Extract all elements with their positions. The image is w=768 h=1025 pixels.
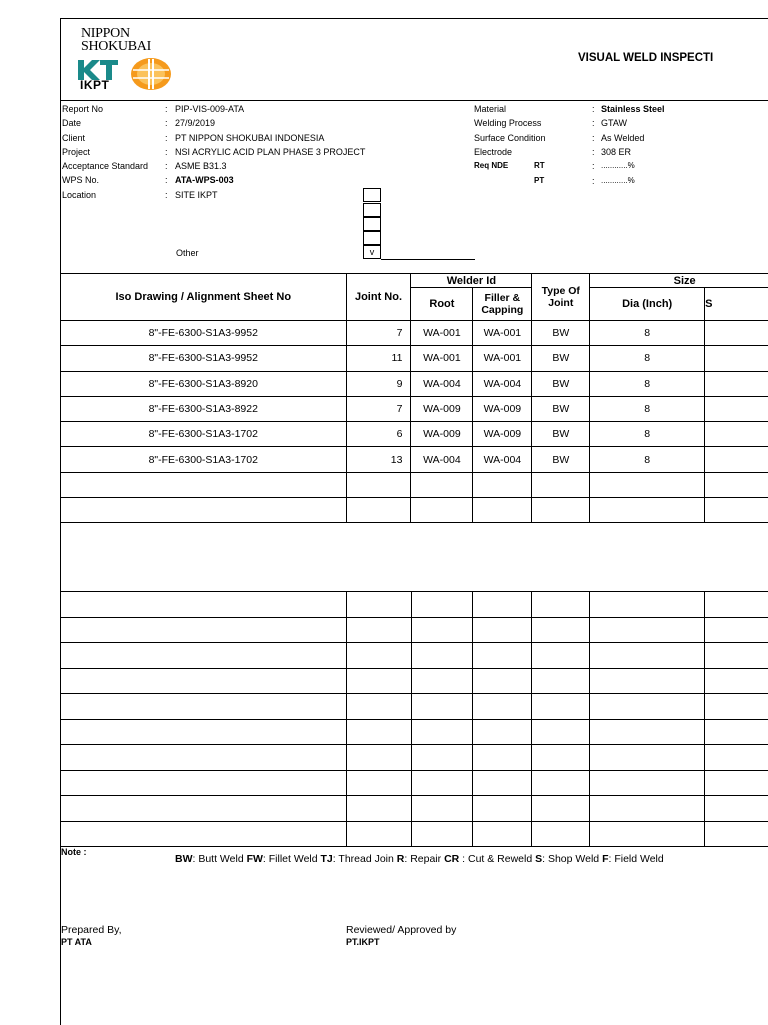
cell-joint: 11: [346, 346, 411, 371]
table-row: [61, 371, 768, 396]
cell-type: BW: [532, 422, 590, 447]
info-value: 308 ER: [601, 145, 631, 159]
empty-cell: [346, 694, 411, 720]
table-row: [61, 447, 768, 472]
table-row-empty: [61, 694, 768, 720]
empty-cell: [590, 617, 705, 643]
info-colon: :: [165, 102, 168, 116]
cell-filler: WA-009: [473, 422, 532, 447]
empty-cell: [473, 694, 532, 720]
empty-cell: [590, 719, 705, 745]
empty-cell: [346, 643, 411, 669]
empty-cell: [532, 796, 590, 822]
empty-cell: [411, 617, 473, 643]
info-colon: :: [592, 131, 595, 145]
empty-cell: [61, 745, 347, 771]
table-row-empty: [61, 472, 768, 497]
header-root: Root: [411, 288, 473, 321]
pt-label: PT: [534, 174, 544, 188]
info-colon: :: [165, 145, 168, 159]
kt-ikpt-logo: [74, 58, 120, 97]
cell-sch: [705, 447, 768, 472]
info-label: Welding Process: [474, 118, 541, 128]
header-iso: Iso Drawing / Alignment Sheet No: [61, 274, 347, 321]
info-row: [474, 145, 546, 159]
cell-dia: 8: [590, 321, 705, 346]
header-joint: Joint No.: [346, 274, 411, 321]
req-nde-label: Req NDE: [474, 159, 508, 173]
cell-iso: 8"-FE-6300-S1A3-1702: [61, 422, 347, 447]
empty-cell: [532, 821, 590, 847]
logo-line-2: SHOKUBAI: [81, 40, 151, 53]
info-colon: :: [592, 145, 595, 159]
empty-cell: [590, 472, 705, 497]
header-dia: Dia (Inch): [590, 288, 705, 321]
empty-cell: [346, 821, 411, 847]
cell-sch: [705, 321, 768, 346]
info-label: Project: [62, 147, 90, 157]
cell-type: BW: [532, 447, 590, 472]
cell-joint: 7: [346, 396, 411, 421]
info-value: PT NIPPON SHOKUBAI INDONESIA: [175, 131, 324, 145]
empty-cell: [705, 668, 768, 694]
empty-cell: [61, 668, 347, 694]
cell-type: BW: [532, 321, 590, 346]
cell-sch: [705, 346, 768, 371]
table-row-empty: [61, 821, 768, 847]
reviewed-label: Reviewed/ Approved by: [346, 924, 456, 936]
cell-root: WA-004: [411, 371, 473, 396]
info-row: [474, 131, 546, 145]
empty-cell: [346, 472, 411, 497]
prepared-label: Prepared By,: [61, 924, 122, 936]
empty-cell: [346, 498, 411, 523]
empty-cell: [346, 796, 411, 822]
empty-cell: [61, 643, 347, 669]
empty-cell: [705, 719, 768, 745]
header-welder-id: Welder Id: [411, 274, 532, 288]
info-row: [62, 188, 148, 202]
empty-cell: [346, 770, 411, 796]
checkbox-1[interactable]: [363, 188, 381, 202]
empty-cell: [61, 821, 347, 847]
prepared-company: PT ATA: [61, 937, 92, 947]
legend-text: : Thread Join: [333, 853, 394, 865]
reviewed-company: PT.IKPT: [346, 937, 380, 947]
info-row: [62, 159, 148, 173]
info-row: [62, 116, 148, 130]
cell-iso: 8"-FE-6300-S1A3-9952: [61, 346, 347, 371]
reviewed-section: [346, 924, 456, 948]
cell-dia: 8: [590, 396, 705, 421]
empty-cell: [532, 617, 590, 643]
rt-label: RT: [534, 159, 545, 173]
info-colon: :: [165, 173, 168, 187]
empty-cell: [473, 498, 532, 523]
cell-filler: WA-001: [473, 346, 532, 371]
checkbox-2[interactable]: [363, 203, 381, 217]
info-label: Client: [62, 133, 85, 143]
empty-cell: [590, 498, 705, 523]
info-colon: :: [165, 188, 168, 202]
empty-cell: [61, 592, 347, 618]
rt-colon: :: [592, 159, 595, 173]
info-left: [62, 102, 148, 202]
table-row-empty: [61, 745, 768, 771]
cell-sch: [705, 396, 768, 421]
info-value: GTAW: [601, 116, 627, 130]
empty-cell: [705, 592, 768, 618]
page-title: VISUAL WELD INSPECTI: [578, 52, 713, 64]
empty-cell: [532, 643, 590, 669]
note-label: Note :: [61, 847, 87, 857]
empty-cell: [590, 770, 705, 796]
empty-cell: [590, 643, 705, 669]
empty-cell: [705, 694, 768, 720]
cell-joint: 7: [346, 321, 411, 346]
empty-cell: [61, 796, 347, 822]
info-label: Date: [62, 118, 81, 128]
empty-cell: [411, 770, 473, 796]
legend-text: : Repair: [404, 853, 441, 865]
empty-cell: [473, 668, 532, 694]
empty-cell: [705, 821, 768, 847]
other-line: [381, 259, 475, 260]
info-colon: :: [592, 102, 595, 116]
inspection-table: [60, 273, 768, 523]
cell-root: WA-009: [411, 422, 473, 447]
cell-root: WA-004: [411, 447, 473, 472]
empty-cell: [532, 668, 590, 694]
nippon-shokubai-logo: [81, 27, 151, 53]
empty-cell: [532, 498, 590, 523]
legend-code: F: [602, 853, 608, 865]
empty-cell: [473, 472, 532, 497]
table-row: [61, 346, 768, 371]
empty-cell: [473, 617, 532, 643]
empty-cell: [590, 796, 705, 822]
empty-cell: [705, 770, 768, 796]
empty-cell: [532, 770, 590, 796]
empty-cell: [61, 472, 347, 497]
empty-cell: [346, 617, 411, 643]
legend-code: FW: [247, 853, 263, 865]
info-row: [474, 116, 546, 130]
header-divider: [60, 100, 768, 101]
table-row: [61, 321, 768, 346]
table-row-empty: [61, 796, 768, 822]
cell-iso: 8"-FE-6300-S1A3-8920: [61, 371, 347, 396]
info-label: Report No: [62, 104, 103, 114]
empty-cell: [590, 694, 705, 720]
info-row: [62, 173, 148, 187]
info-row: [62, 102, 148, 116]
cell-dia: 8: [590, 371, 705, 396]
empty-cell: [411, 719, 473, 745]
header-size: Size: [590, 274, 768, 288]
cell-filler: WA-004: [473, 371, 532, 396]
cell-dia: 8: [590, 447, 705, 472]
pt-value: ............%: [601, 174, 635, 188]
info-value: ASME B31.3: [175, 159, 227, 173]
header-type: Type Of Joint: [532, 274, 590, 321]
legend-code: S: [535, 853, 542, 865]
cell-root: WA-001: [411, 346, 473, 371]
cell-type: BW: [532, 396, 590, 421]
table-row-empty: [61, 643, 768, 669]
cell-type: BW: [532, 346, 590, 371]
legend-code: R: [397, 853, 405, 865]
legend-code: TJ: [321, 853, 333, 865]
cell-dia: 8: [590, 346, 705, 371]
empty-cell: [61, 770, 347, 796]
empty-cell: [532, 694, 590, 720]
checkbox-other[interactable]: v: [363, 245, 381, 259]
prepared-section: [61, 924, 122, 948]
ikpt-text: IKPT: [80, 78, 109, 92]
legend-text: : Field Weld: [608, 853, 663, 865]
empty-cell: [411, 694, 473, 720]
empty-cell: [411, 796, 473, 822]
info-value: ATA-WPS-003: [175, 173, 234, 187]
table-row-empty: [61, 770, 768, 796]
empty-cell: [346, 668, 411, 694]
cell-filler: WA-004: [473, 447, 532, 472]
info-colon: :: [165, 116, 168, 130]
empty-cell: [411, 668, 473, 694]
empty-cell: [473, 592, 532, 618]
info-value: Stainless Steel: [601, 102, 665, 116]
legend-text: : Shop Weld: [542, 853, 599, 865]
empty-cell: [473, 719, 532, 745]
info-row: [62, 131, 148, 145]
info-value: 27/9/2019: [175, 116, 215, 130]
info-label: Surface Condition: [474, 133, 546, 143]
cell-sch: [705, 371, 768, 396]
info-label: Location: [62, 190, 96, 200]
empty-cell: [705, 472, 768, 497]
table-row-empty: [61, 592, 768, 618]
empty-cell: [590, 821, 705, 847]
empty-cell: [346, 592, 411, 618]
info-label: WPS No.: [62, 175, 99, 185]
table-row-empty: [61, 719, 768, 745]
info-colon: :: [165, 159, 168, 173]
legend-text: : Fillet Weld: [263, 853, 318, 865]
table-row-empty: [61, 668, 768, 694]
empty-cell: [61, 617, 347, 643]
info-value: SITE IKPT: [175, 188, 218, 202]
empty-cell: [532, 745, 590, 771]
empty-cell: [705, 498, 768, 523]
info-label: Acceptance Standard: [62, 161, 148, 171]
empty-cell: [590, 592, 705, 618]
empty-cell: [473, 770, 532, 796]
logo-line-1: NIPPON: [81, 27, 151, 40]
empty-cell: [346, 719, 411, 745]
cell-dia: 8: [590, 422, 705, 447]
header-filler: Filler & Capping: [473, 288, 532, 321]
empty-cell: [346, 745, 411, 771]
empty-cell: [532, 719, 590, 745]
legend-code: CR: [444, 853, 459, 865]
info-label: Electrode: [474, 147, 512, 157]
sun-logo-icon: [130, 56, 172, 92]
empty-cell: [411, 498, 473, 523]
cell-iso: 8"-FE-6300-S1A3-1702: [61, 447, 347, 472]
empty-cell: [61, 719, 347, 745]
empty-cell: [590, 745, 705, 771]
info-value: PIP-VIS-009-ATA: [175, 102, 244, 116]
legend-code: BW: [175, 853, 193, 865]
info-right: [474, 102, 546, 159]
cell-filler: WA-001: [473, 321, 532, 346]
table-row: [61, 422, 768, 447]
legend-text: : Butt Weld: [193, 853, 244, 865]
continuation-table: [60, 591, 768, 847]
empty-cell: [532, 472, 590, 497]
info-value: NSI ACRYLIC ACID PLAN PHASE 3 PROJECT: [175, 145, 365, 159]
empty-cell: [473, 643, 532, 669]
cell-iso: 8"-FE-6300-S1A3-9952: [61, 321, 347, 346]
empty-cell: [705, 745, 768, 771]
checkbox-4[interactable]: [363, 231, 381, 245]
cell-filler: WA-009: [473, 396, 532, 421]
info-row: [62, 145, 148, 159]
info-row: [474, 102, 546, 116]
other-label: Other: [176, 246, 199, 260]
pt-colon: :: [592, 174, 595, 188]
empty-cell: [590, 668, 705, 694]
cell-type: BW: [532, 371, 590, 396]
empty-cell: [705, 617, 768, 643]
info-label: Material: [474, 104, 506, 114]
empty-cell: [705, 643, 768, 669]
table-row-empty: [61, 617, 768, 643]
checkbox-3[interactable]: [363, 217, 381, 231]
empty-cell: [411, 592, 473, 618]
empty-cell: [411, 472, 473, 497]
empty-cell: [473, 821, 532, 847]
empty-cell: [473, 796, 532, 822]
rt-value: ............%: [601, 159, 635, 173]
empty-cell: [705, 796, 768, 822]
empty-cell: [61, 694, 347, 720]
empty-cell: [411, 821, 473, 847]
info-value: As Welded: [601, 131, 644, 145]
empty-cell: [61, 498, 347, 523]
cell-joint: 9: [346, 371, 411, 396]
info-colon: :: [165, 131, 168, 145]
empty-cell: [532, 592, 590, 618]
cell-sch: [705, 422, 768, 447]
empty-cell: [411, 745, 473, 771]
empty-cell: [411, 643, 473, 669]
cell-iso: 8"-FE-6300-S1A3-8922: [61, 396, 347, 421]
cell-joint: 6: [346, 422, 411, 447]
info-colon: :: [592, 116, 595, 130]
cell-joint: 13: [346, 447, 411, 472]
cell-root: WA-009: [411, 396, 473, 421]
header-sch: S: [705, 288, 768, 321]
legend-text: : Cut & Reweld: [459, 853, 532, 865]
table-row-empty: [61, 498, 768, 523]
empty-cell: [473, 745, 532, 771]
table-row: [61, 396, 768, 421]
cell-root: WA-001: [411, 321, 473, 346]
legend: [175, 853, 664, 865]
